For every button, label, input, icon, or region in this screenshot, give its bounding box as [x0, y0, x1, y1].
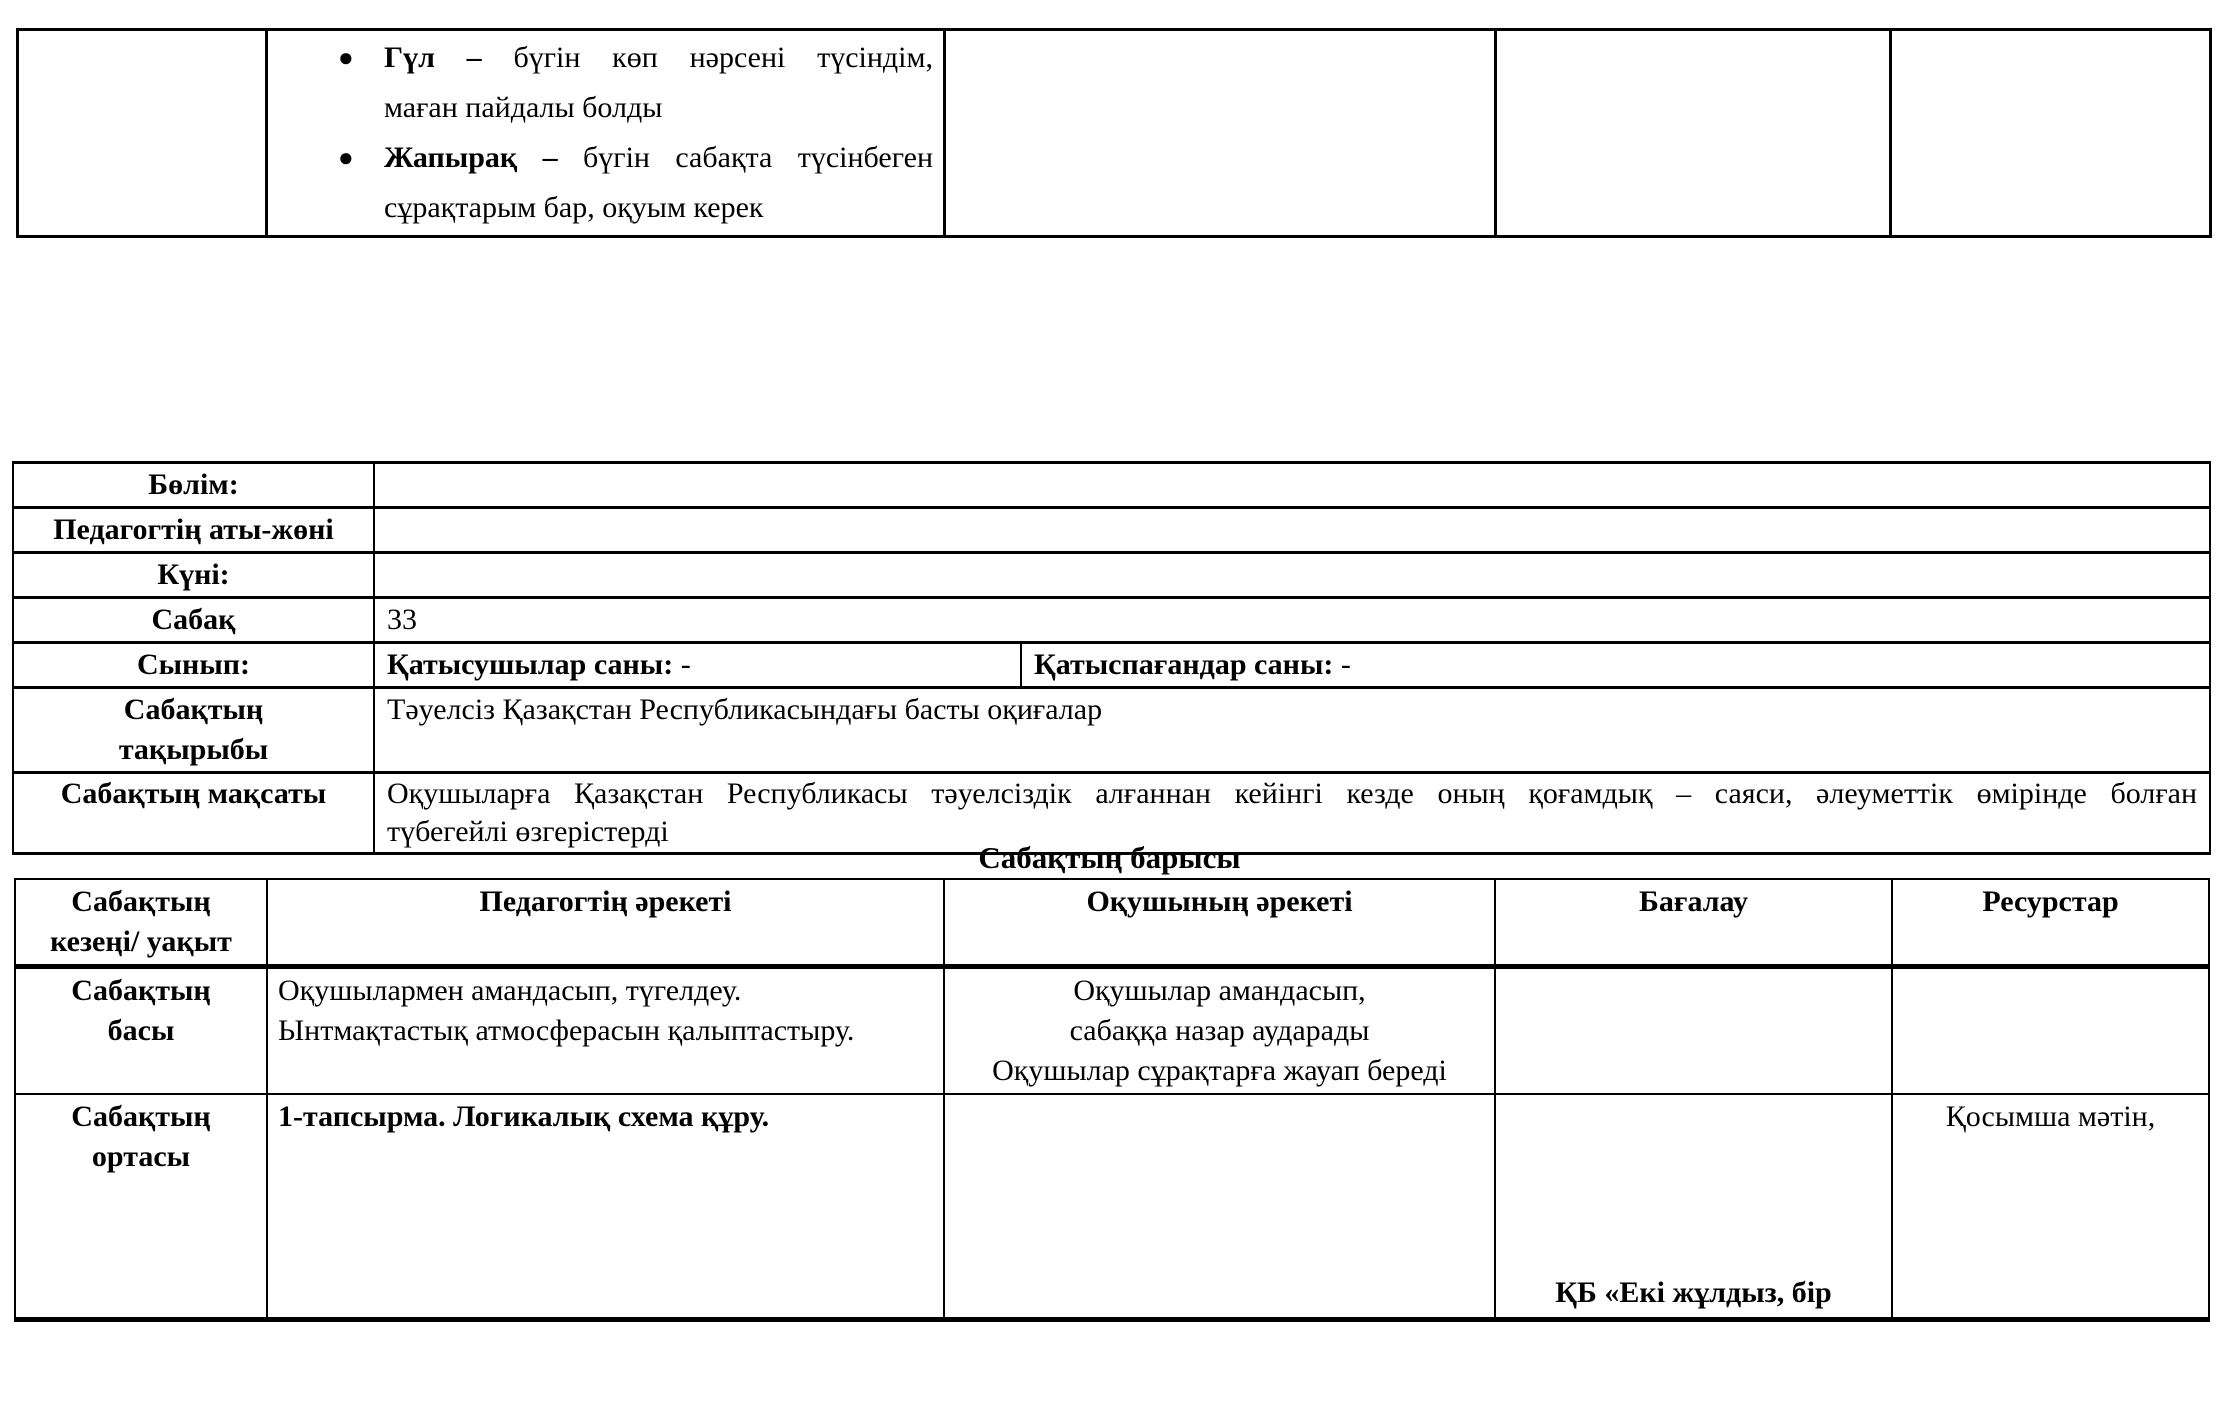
column-header-assessment: Бағалау — [1495, 879, 1892, 967]
field-value-theme: Тәуелсіз Қазақстан Республикасындағы басты оқиғалар — [374, 688, 2210, 773]
header-line: кезеңі/ уақыт — [50, 925, 232, 958]
bullet-line — [384, 33, 933, 83]
field-label-goal: Сабақтың мақсаты — [13, 773, 374, 854]
table-row — [18, 30, 2211, 237]
field-label-synyp: Сынып: — [13, 643, 374, 688]
field-label-theme — [13, 688, 374, 773]
participants-cell — [374, 643, 1021, 688]
teacher-activity-line: Ынтмақтастық атмосферасын қалыптастыру. — [278, 1014, 855, 1047]
assessment-cell: ҚБ «Екі жұлдыз, бір — [1495, 1094, 1892, 1319]
table-row — [13, 553, 2210, 598]
bullet-line: маған пайдалы болды — [384, 91, 663, 124]
stage-line: Сабақтың — [71, 974, 211, 1007]
lesson-flow-table — [14, 878, 2210, 1322]
absent-value: - — [1340, 648, 1351, 681]
absent-label: Қатыспағандар саны: — [1034, 648, 1334, 681]
label-line: Сабақтың — [123, 693, 264, 726]
reflection-empty-cell — [945, 30, 1496, 237]
participants-label: Қатысушылар саны: — [387, 648, 674, 681]
bullet-line — [384, 133, 933, 183]
reflection-empty-cell — [1496, 30, 1891, 237]
lesson-info-table — [12, 461, 2211, 855]
student-activity-line: Оқушылар амандасып, — [1073, 974, 1366, 1007]
absent-cell — [1021, 643, 2210, 688]
field-value-bolim — [374, 463, 2210, 508]
table-row — [13, 598, 2210, 643]
table-row — [15, 967, 2209, 1095]
stage-cell-start — [15, 967, 267, 1095]
column-header-resources: Ресурстар — [1892, 879, 2209, 967]
reflection-table — [16, 28, 2212, 238]
resources-cell: Қосымша мәтін, — [1892, 1094, 2209, 1319]
column-header-student: Оқушының әрекеті — [944, 879, 1495, 967]
resources-cell — [1892, 967, 2209, 1095]
table-row — [13, 463, 2210, 508]
field-label-kuni: Күні: — [13, 553, 374, 598]
participants-value: - — [680, 648, 691, 681]
student-activity-line: Оқушылар сұрақтарға жауап береді — [992, 1054, 1447, 1087]
reflection-empty-cell — [18, 30, 267, 237]
teacher-activity-cell: 1-тапсырма. Логикалық схема құру. — [267, 1094, 944, 1319]
bullet-icon: ● — [338, 43, 354, 72]
bullet-icon: ● — [338, 143, 354, 172]
field-label-pedagog: Педагогтің аты-жөні — [13, 508, 374, 553]
table-row — [13, 688, 2210, 773]
reflection-empty-cell — [1891, 30, 2211, 237]
bullet-lead: Гүл – — [384, 41, 482, 74]
field-label-sabak: Сабақ — [13, 598, 374, 643]
section-heading: Сабақтың барысы — [978, 840, 1241, 875]
teacher-activity-cell — [267, 967, 944, 1095]
field-value-sabak: 33 — [374, 598, 2210, 643]
table-row — [15, 1094, 2209, 1319]
bullet-text: бүгін көп нәрсені түсіндім, — [513, 41, 933, 74]
stage-line: ортасы — [91, 1140, 191, 1173]
list-item — [338, 33, 933, 133]
student-activity-line: сабаққа назар аударады — [1069, 1014, 1370, 1047]
table-row — [13, 508, 2210, 553]
assessment-cell — [1495, 967, 1892, 1095]
stage-line: басы — [107, 1014, 175, 1047]
bullet-lead: Жапырақ – — [384, 141, 558, 174]
student-activity-cell — [944, 1094, 1495, 1319]
column-header-stage — [15, 879, 267, 967]
table-row — [13, 643, 2210, 688]
column-header-teacher: Педагогтің әрекеті — [267, 879, 944, 967]
student-activity-cell — [944, 967, 1495, 1095]
reflection-bullets-cell — [267, 30, 945, 237]
bullet-line: сұрақтарым бар, оқуым керек — [384, 191, 764, 224]
field-value-pedagog — [374, 508, 2210, 553]
goal-line: Оқушыларға Қазақстан Республикасы тәуелсіздік алғаннан кейінгі кезде оның қоғамдық – саяси, әлеуметтік өмірінде болған — [387, 777, 2197, 810]
stage-line: Сабақтың — [71, 1100, 211, 1133]
table-header-row — [15, 879, 2209, 967]
field-value-kuni — [374, 553, 2210, 598]
bullet-list — [338, 33, 933, 233]
list-item — [338, 133, 933, 233]
bullet-text: бүгін сабақта түсінбеген — [583, 141, 933, 174]
goal-line: түбегейлі өзгерістерді — [387, 815, 669, 848]
teacher-activity-line: Оқушылармен амандасып, түгелдеу. — [278, 974, 742, 1007]
header-line: Сабақтың — [71, 885, 211, 918]
field-label-bolim: Бөлім: — [13, 463, 374, 508]
label-line: тақырыбы — [118, 733, 269, 766]
stage-cell-middle — [15, 1094, 267, 1319]
